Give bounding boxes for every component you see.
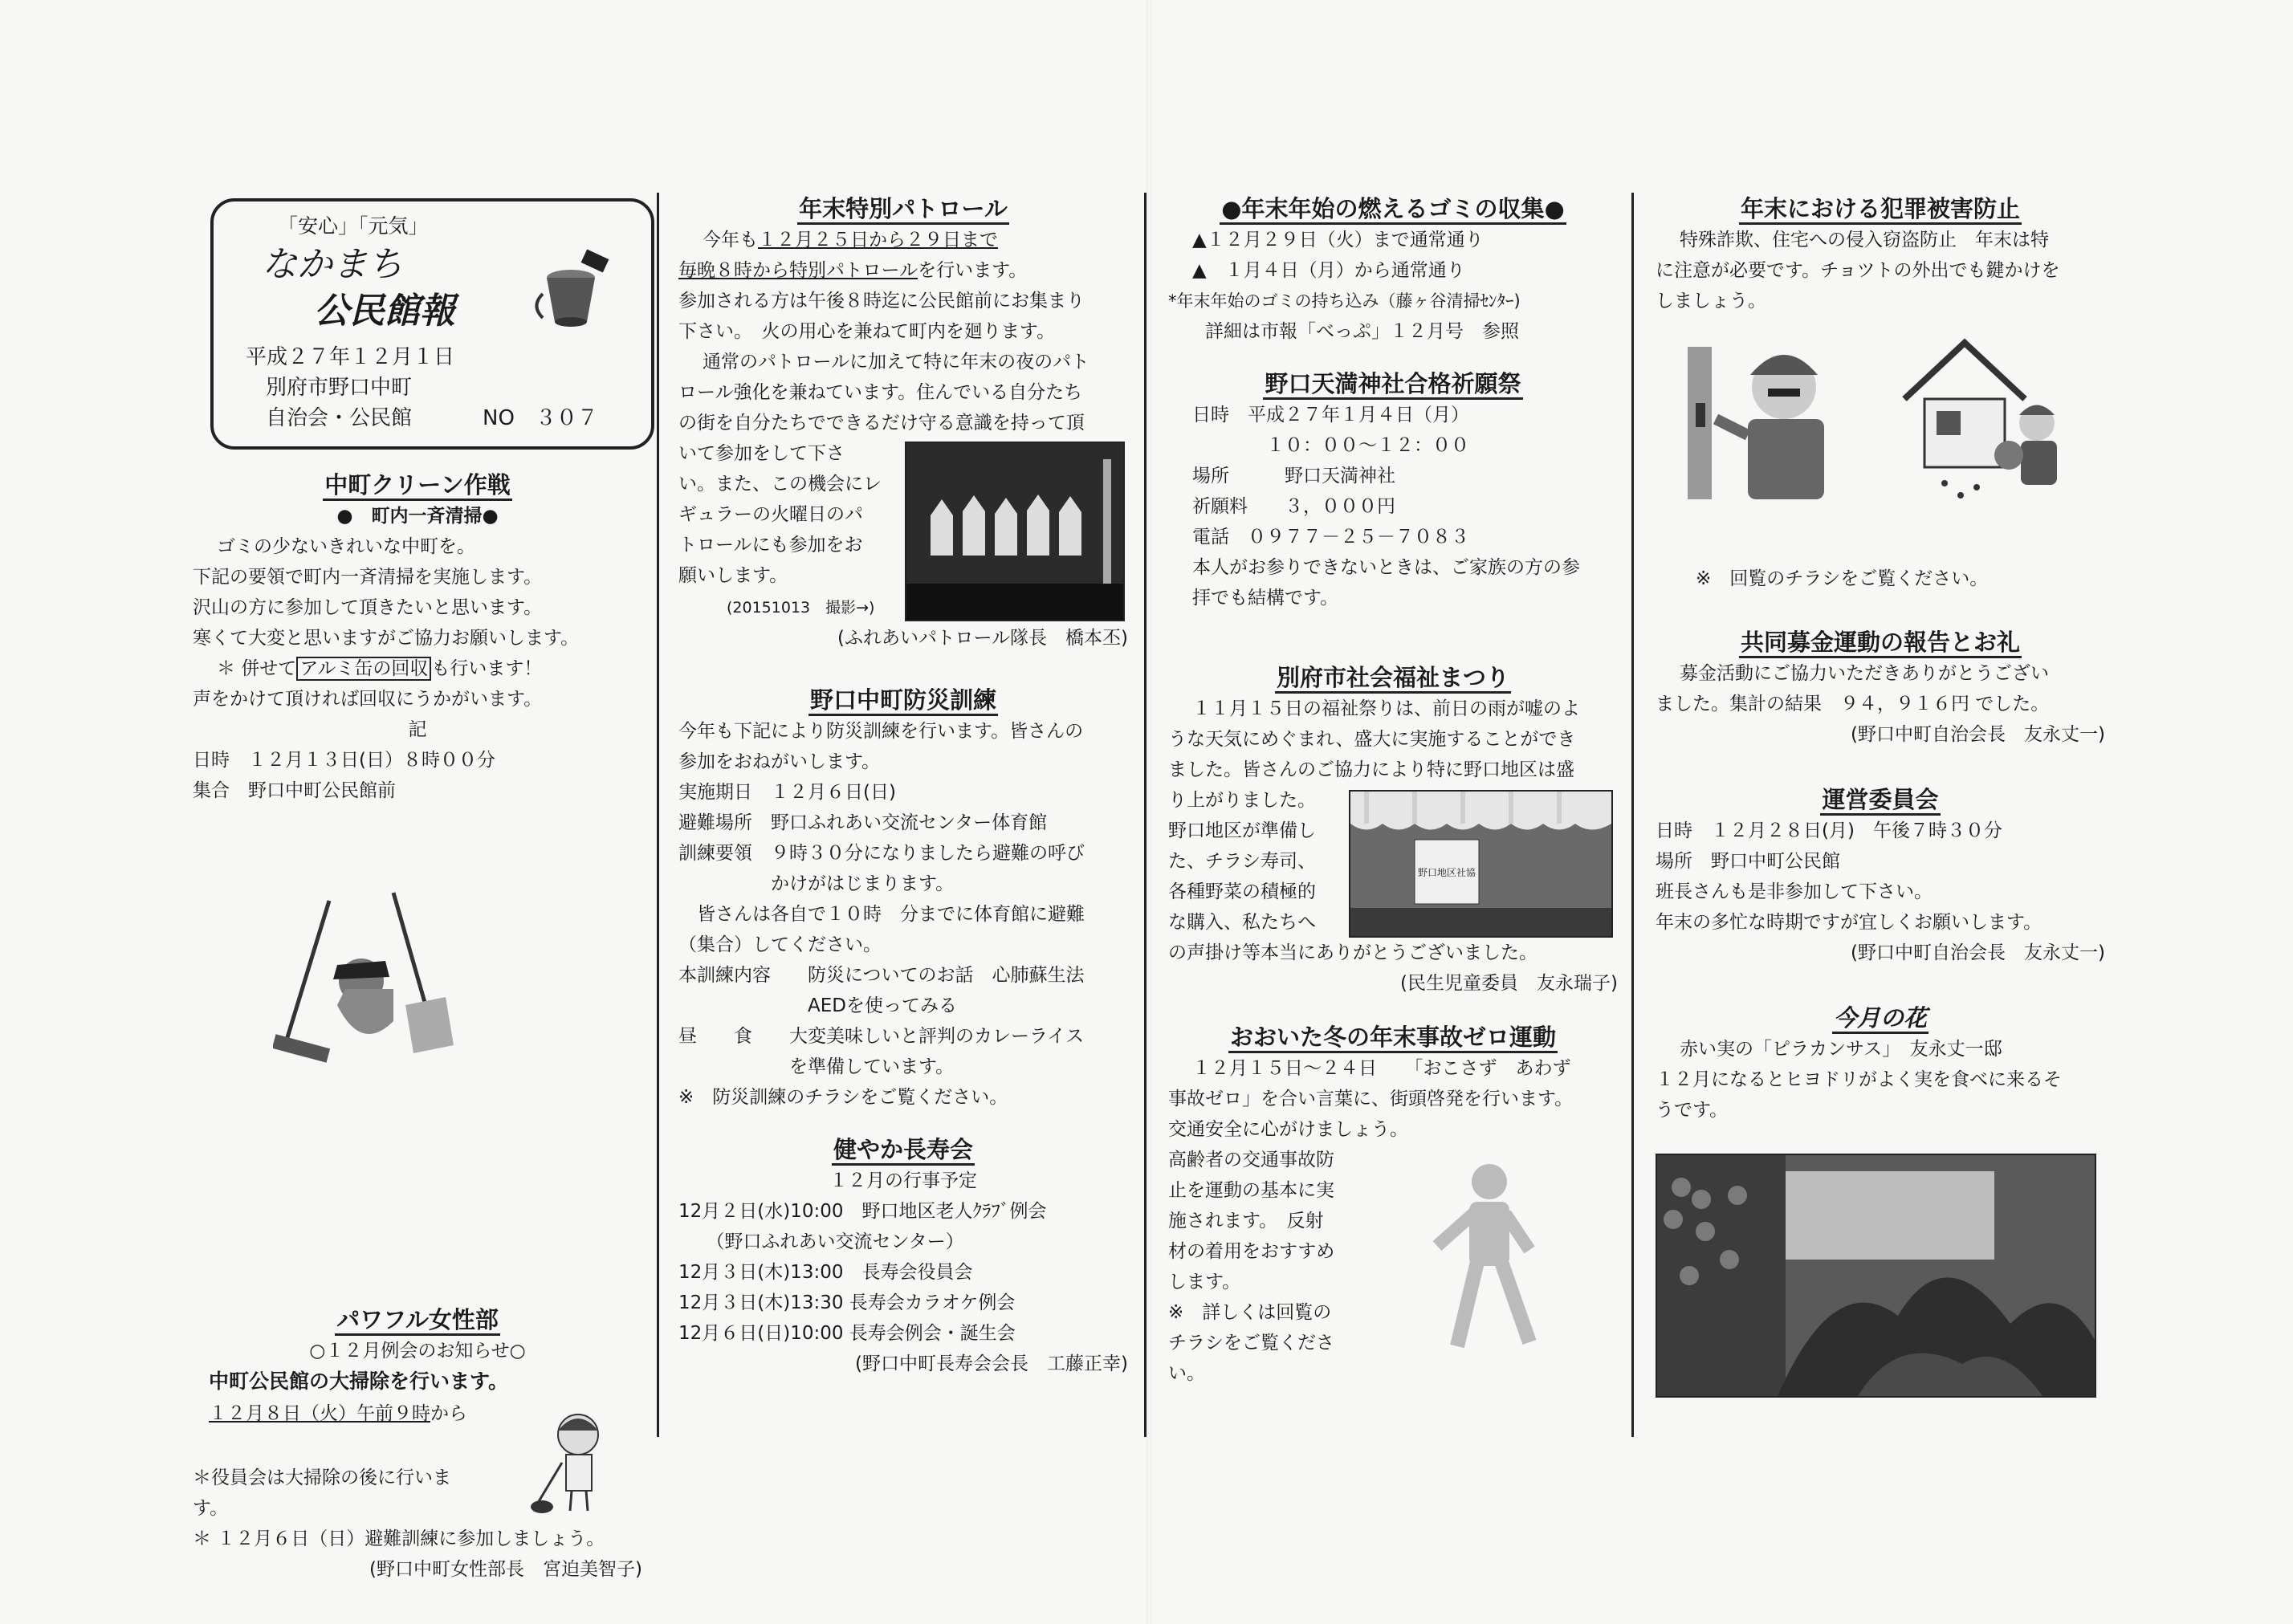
fund-line: ました。集計の結果 ９４，９１６円 でした。 — [1656, 694, 2050, 714]
shrine-line: 本人がお参りできないときは、ご家族の方の参 — [1192, 557, 1580, 578]
masthead-title-line1: なかまち — [262, 244, 403, 285]
chojukai-line: 12月２日(水)10:00 野口地区老人ｸﾗﾌﾞ例会 — [678, 1201, 1047, 1222]
festival-side-line: た、チラシ寿司、 — [1168, 851, 1316, 872]
patrol-sign: (ふれあいパトロール隊長 橋本丕) — [837, 628, 1128, 649]
shrine-line: 日時 平成２７年１月４日（月） — [1192, 405, 1469, 425]
traffic-side-line: ※ 詳しくは回覧の — [1168, 1302, 1332, 1323]
bosai-line: ※ 防災訓練のチラシをご覧ください。 — [678, 1087, 1008, 1108]
festival-side-line: 野口地区が準備し — [1168, 820, 1316, 841]
bosai-line: 参加をおねがいします。 — [678, 751, 881, 772]
chojukai-line: 12月６日(日)10:00 長寿会例会・誕生会 — [678, 1323, 1016, 1344]
chojukai-line: 12月３日(木)13:30 長寿会カラオケ例会 — [678, 1292, 1016, 1313]
crime-line: に注意が必要です。チョツトの外出でも鍵かけを — [1656, 260, 2060, 281]
bosai-line: 皆さんは各自で１０時 分までに体育館に避難 — [678, 904, 1085, 925]
festival-banner-text: 野口地区社協 — [1417, 867, 1476, 878]
festival-side-line: な購入、私たちへ — [1168, 912, 1316, 933]
clean-ki: 記 — [408, 719, 427, 740]
garbage-line: ▲ １月４日（月）から通常通り — [1192, 260, 1465, 281]
traffic-side-line: い。 — [1168, 1363, 1205, 1384]
masthead-slogan: 「安心」「元気」 — [278, 214, 429, 238]
festival-sign: (民生児童委員 友永瑞子) — [1400, 973, 1618, 994]
masthead-address: 別府市野口中町 — [266, 376, 413, 400]
bosai-line: 今年も下記により防災訓練を行います。皆さんの — [678, 721, 1084, 742]
clean-line: 寒くて大変と思いますがご協力お願いします。 — [193, 628, 580, 649]
column-divider — [1631, 193, 1634, 1437]
bosai-line: 訓練要領 ９時３０分になりましたら避難の呼び — [678, 843, 1085, 864]
bosai-line: を準備しています。 — [678, 1056, 955, 1077]
column-divider — [657, 193, 659, 1437]
flower-line: うです。 — [1656, 1100, 1729, 1121]
bosai-line: （集合）してください。 — [678, 934, 882, 955]
clean-line: 沢山の方に参加して頂きたいと思います。 — [193, 597, 543, 618]
patrol-photo — [905, 442, 1125, 621]
clean-line: 下記の要領で町内一斉清掃を実施します。 — [193, 567, 543, 588]
bosai-line: 本訓練内容 防災についてのお話 心肺蘇生法 — [678, 965, 1085, 986]
traffic-side-line: 高齢者の交通事故防 — [1168, 1150, 1334, 1170]
masthead-title-line2: 公民館報 — [314, 291, 455, 332]
festival-line: １１月１５日の福祉祭りは、前日の雨が嘘のよ — [1192, 698, 1580, 719]
chojukai-subtitle: １２月の行事予定 — [829, 1170, 977, 1191]
festival-line: ました。皆さんのご協力により特に野口地区は盛 — [1168, 759, 1574, 780]
patrol-line: 下さい。 火の用心を兼ねて町内を廻ります。 — [678, 321, 1056, 342]
chojukai-sign: (野口中町長寿会会長 工藤正幸) — [855, 1353, 1128, 1374]
shrine-line: 場所 野口天満神社 — [1192, 466, 1395, 486]
patrol-line: ロール強化を兼ねています。住んでいる自分たち — [678, 382, 1083, 403]
clean-note-boxed: アルミ缶の回収 — [296, 657, 431, 681]
festival-tent — [1350, 792, 1611, 936]
walking-person-illustration — [1425, 1158, 1546, 1350]
traffic-side-line: チラシをご覧くださ — [1168, 1333, 1334, 1353]
pyracantha-photo — [1656, 1154, 2096, 1398]
women-line: ＊ １２月６日（日）避難訓練に参加しましょう。 — [193, 1528, 605, 1549]
shrine-line: １０：００～１２：００ — [1192, 435, 1469, 456]
crime-line: しましょう。 — [1656, 291, 1766, 311]
page-fold — [1146, 0, 1151, 1624]
women-subtitle: ○１２月例会のお知らせ○ — [309, 1341, 526, 1361]
garbage-line: *年末年始のゴミの持ち込み（藤ヶ谷清掃ｾﾝﾀｰ) — [1168, 291, 1521, 311]
burglar-house-illustration — [1896, 335, 2089, 507]
clean-note: ＊ 併せて アルミ缶の回収 も行います！ — [217, 658, 543, 679]
flower-line: 赤い実の「ピラカンサス」 友永丈一邸 — [1680, 1039, 2002, 1060]
fund-title: 共同募金運動の報告とお礼 — [1656, 626, 2105, 658]
traffic-line: １２月１５日～２４日 「おこさず あわず — [1192, 1058, 1571, 1079]
pyracantha-photo-content — [1657, 1155, 2095, 1396]
masthead-issue: NO ３０７ — [483, 406, 598, 430]
patrol-title: 年末特別パトロール — [678, 193, 1128, 225]
masthead — [210, 198, 654, 450]
women-date: １２月８日（火）午前９時から — [209, 1403, 467, 1424]
committee-title: 運営委員会 — [1656, 784, 2105, 816]
bosai-line: かけがはじまります。 — [678, 873, 955, 894]
traffic-side-line: 施されます。 反射 — [1168, 1211, 1324, 1231]
cleaning-illustration — [273, 885, 466, 1077]
committee-line: 班長さんも是非参加して下さい。 — [1656, 881, 1933, 902]
burglar-door-illustration — [1680, 339, 1864, 507]
patrol-side-line: 願いします。 — [678, 565, 788, 586]
bosai-line: 昼 食 大変美味しいと評判のカレーライス — [678, 1026, 1085, 1047]
crime-line: 特殊詐欺、住宅への侵入窃盗防止 年末は特 — [1680, 230, 2049, 250]
crime-title: 年末における犯罪被害防止 — [1656, 193, 2105, 225]
traffic-side-line: します。 — [1168, 1272, 1241, 1292]
chojukai-title: 健やか長寿会 — [678, 1134, 1128, 1166]
women-title: パワフル女性部 — [193, 1304, 642, 1336]
festival-line: うな天気にめぐまれ、盛大に実施することができ — [1168, 729, 1576, 750]
chojukai-line: 12月３日(木)13:00 長寿会役員会 — [678, 1262, 973, 1283]
women-line: ＊役員会は大掃除の後に行いま — [193, 1467, 451, 1488]
festival-photo — [1349, 790, 1613, 938]
festival-side-line: り上がりました。 — [1168, 790, 1316, 811]
patrol-line1: 今年も１２月２５日から２９日まで — [703, 230, 998, 250]
women-sign: (野口中町女性部長 宮迫美智子) — [369, 1559, 642, 1580]
masthead-org: 自治会・公民館 — [266, 406, 413, 430]
patrol-line: の街を自分たちでできるだけ守る意識を持って頂 — [678, 413, 1085, 433]
clean-title: 中町クリーン作戦 — [193, 469, 642, 501]
festival-side-line: 各種野菜の積極的 — [1168, 881, 1316, 902]
bosai-line: AEDを使ってみる — [678, 995, 957, 1016]
patrol-side-line: ギュラーの火曜日のパ — [678, 504, 863, 525]
patrol-line2: 毎晩８時から特別パトロールを行います。 — [678, 260, 1028, 281]
bucket-illustration — [527, 246, 615, 334]
clean-subtitle: ● 町内一斉清掃● — [336, 506, 499, 527]
bosai-line: 実施期日 １２月６日(日) — [678, 782, 896, 803]
patrol-line: 通常のパトロールに加えて特に年末の夜のパト — [703, 352, 1089, 372]
garbage-line: 詳細は市報「べっぷ」１２月号 参照 — [1168, 321, 1519, 342]
patrol-side-line: いて参加をして下さ — [678, 443, 845, 464]
committee-line: 場所 野口中町公民館 — [1656, 851, 1840, 872]
women-line: す。 — [193, 1498, 229, 1519]
festival-title: 別府市社会福祉まつり — [1168, 661, 1618, 694]
clean-date: 日時 １２月１３日(日）８時００分 — [193, 750, 495, 771]
clean-line: ゴミの少ないきれいな中町を。 — [217, 536, 475, 557]
shrine-line: 拝でも結構です。 — [1192, 588, 1339, 608]
bosai-line: 避難場所 野口ふれあい交流センター体育館 — [678, 812, 1048, 833]
flower-line: １２月になるとヒヨドリがよく実を食べに来るそ — [1656, 1069, 2062, 1090]
patrol-side-line: い。また、この機会にレ — [678, 474, 882, 495]
crime-note: ※ 回覧のチラシをご覧ください。 — [1696, 568, 1989, 589]
garbage-line: ▲１２月２９日（火）まで通常通り — [1192, 230, 1484, 250]
fund-sign: (野口中町自治会長 友永丈一) — [1851, 724, 2105, 745]
traffic-line: 事故ゼロ」を合い言葉に、街頭啓発を行います。 — [1168, 1089, 1574, 1109]
women-bold: 中町公民館の大掃除を行います。 — [209, 1370, 509, 1393]
child-sweeping-illustration — [530, 1406, 618, 1519]
masthead-date: 平成２７年１２月１日 — [246, 345, 455, 369]
shrine-line: 電話 ０９７７－２５－７０８３ — [1192, 527, 1469, 547]
patrol-line: 参加される方は午後８時迄に公民館前にお集まり — [678, 291, 1085, 311]
bosai-title: 野口中町防災訓練 — [678, 684, 1128, 716]
committee-line: 日時 １２月２８日(月) 午後７時３０分 — [1656, 820, 2002, 841]
festival-last-line: の声掛け等本当にありがとうございました。 — [1168, 942, 1537, 963]
patrol-side-line: トロールにも参加をお — [678, 535, 863, 556]
traffic-side-line: 材の着用をおすすめ — [1168, 1241, 1335, 1262]
shrine-title: 野口天満神社合格祈願祭 — [1168, 368, 1618, 400]
column-divider — [1144, 193, 1146, 1437]
fund-line: 募金活動にご協力いただきありがとうござい — [1680, 663, 2049, 684]
patrol-photo-people — [906, 443, 1123, 620]
flower-title: 今月の花 — [1656, 1002, 2105, 1034]
shrine-line: 祈願料 ３，０００円 — [1192, 496, 1395, 517]
patrol-photo-note: (20151013 撮影→) — [727, 599, 875, 617]
traffic-side-line: 止を運動の基本に実 — [1168, 1180, 1334, 1201]
committee-sign: (野口中町自治会長 友永丈一) — [1851, 942, 2105, 963]
traffic-title: おおいた冬の年末事故ゼロ運動 — [1168, 1021, 1618, 1053]
chojukai-line: （野口ふれあい交流センター） — [678, 1231, 964, 1252]
garbage-title: ●年末年始の燃えるゴミの収集● — [1168, 193, 1618, 225]
traffic-line: 交通安全に心がけましょう。 — [1168, 1119, 1408, 1140]
committee-line: 年末の多忙な時期ですが宜しくお願いします。 — [1656, 912, 2043, 933]
clean-place: 集合 野口中町公民館前 — [193, 780, 396, 801]
clean-note2: 声をかけて頂ければ回収にうかがいます。 — [193, 689, 543, 710]
